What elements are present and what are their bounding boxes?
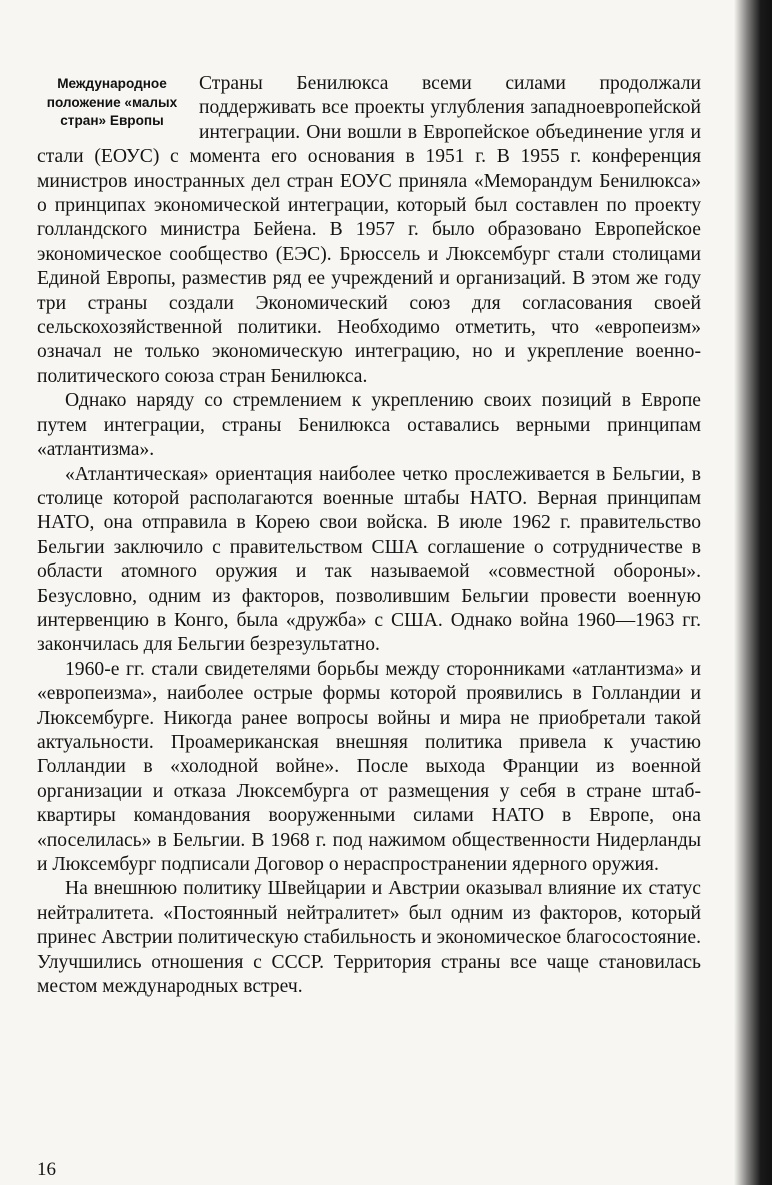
margin-heading: Международное положение «малых стран» Европы <box>46 76 178 128</box>
paragraph-4: 1960-е гг. стали свидетелями борьбы между сторонниками «атлантизма» и «европеизма», наиболее острые формы которой проявились в Голландии и Люксембурге. Никогда ранее вопросы войны и мира не приобретали такой актуальности. Проамериканская внешняя политика привела к участию Голландии в «холодной войне». После выхода Франции из военной организации и отказа Люксембурга от размещения у себя в стране штаб-квартиры командования вооруженными силами НАТО в Европе, она «поселилась» в Бельгии. В 1968 г. под нажимом общественности Нидерланды и Люксембург подписали Договор о нераспространении ядерного оружия. <box>37 658 701 875</box>
paragraph-3: «Атлантическая» ориентация наиболее четко прослеживается в Бельгии, в столице которой располагаются военные штабы НАТО. Верная принципам НАТО, она отправила в Корею свои войска. В июле 1962 г. правительство Бельгии заключило с правительством США соглашение о сотрудничестве в области атомного оружия и так называемой «совместной обороны». Безусловно, одним из факторов, позволившим Бельгии провести военную интервенцию в Конго, была «дружба» с США. Однако война 1960—1963 гг. закончилась для Бельгии безрезультатно. <box>37 463 701 656</box>
binding-shadow <box>734 0 772 1185</box>
paragraph-2: Однако наряду со стремлением к укреплению своих позиций в Европе путем интеграции, страны Бенилюкса оставались верными принципам «атлантизма». <box>37 390 701 461</box>
page-number: 16 <box>37 1159 56 1180</box>
page-text <box>37 72 701 999</box>
paragraph-5: На внешнюю политику Швейцарии и Австрии оказывал влияние их статус нейтралитета. «Постоянный нейтралитет» был одним из факторов, который принес Австрии политическую стабильность и экономическое благосостояние. Улучшились отношения с СССР. Территория страны все чаще становилась местом международных встреч. <box>37 878 701 998</box>
paragraph-1: Страны Бенилюкса всеми силами продолжали поддерживать все проекты углубления западноевропейской интеграции. Они вошли в Европейское объединение угля и стали (ЕОУС) с момента его основания в 1951 г. В 1955 г. конференция министров иностранных дел стран ЕОУС приняла «Меморандум Бенилюкса» о принципах экономической интеграции, который был составлен по проекту голландского министра Бейена. В 1957 г. было образовано Европейское экономическое сообщество (ЕЭС). Брюссель и Люксембург стали столицами Единой Европы, разместив ряд ее учреждений и организаций. В этом же году три страны создали Экономический союз для согласования своей сельскохозяйственной политики. Необходимо отметить, что «европеизм» означал не только экономическую интеграцию, но и укрепление военно-политического союза стран Бенилюкса. <box>37 73 701 387</box>
